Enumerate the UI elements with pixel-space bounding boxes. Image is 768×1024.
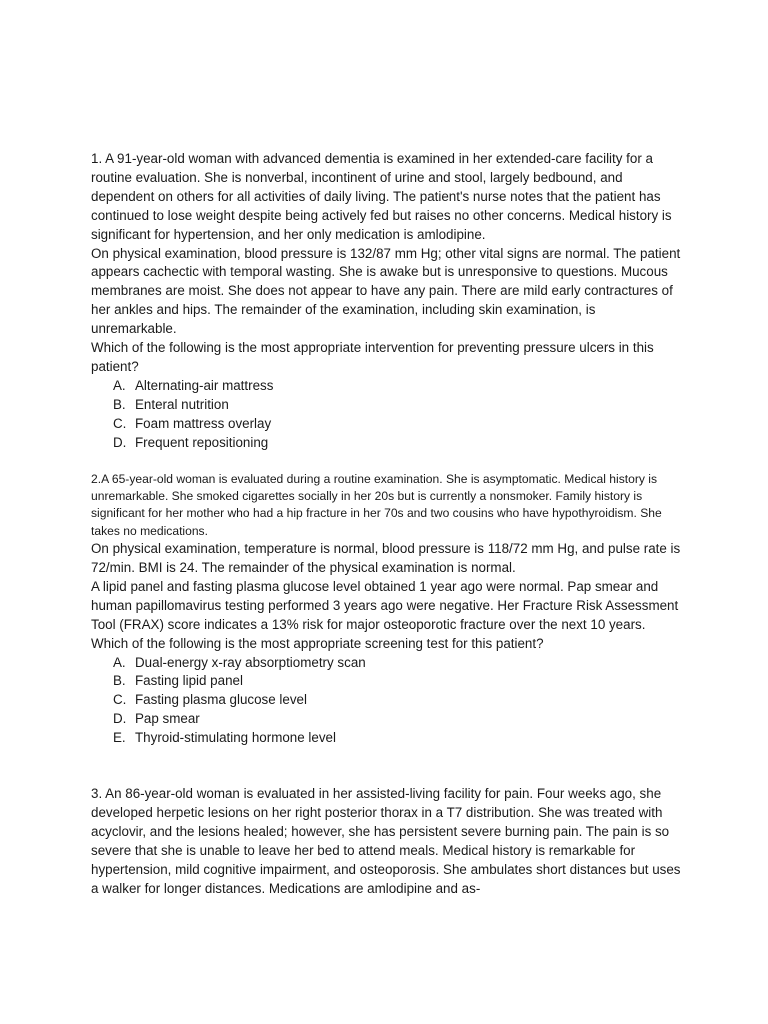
question-1-exam: On physical examination, blood pressure is 132/87 mm Hg; other vital signs are normal. The patient appears cachectic with temporal wasting. She is awake but is unresponsive to questions. Mucous membranes are moist. She does not appear to have any pain. There are mild early contractures of her ankles and hips. The remainder of the examination, including skin examination, is unremarkable. — [91, 245, 681, 337]
question-1-stem: 1. A 91-year-old woman with advanced dementia is examined in her extended-care facility for a routine evaluation. She is nonverbal, incontinent of urine and stool, largely bedbound, and dependent on others for all activities of daily living. The patient's nurse notes that the patient has continued to lose weight despite being actively fed but raises no other concerns. Medical history is significant for hypertension, and her only medication is amlodipine. — [91, 151, 672, 242]
question-2-option-a — [113, 654, 683, 673]
question-2-option-d — [113, 710, 683, 729]
question-2-exam: On physical examination, temperature is normal, blood pressure is 118/72 mm Hg, and pulse rate is 72/min. BMI is 24. The remainder of the physical examination is normal. — [91, 541, 681, 576]
question-2-stem: 2.A 65-year-old woman is evaluated during a routine examination. She is asymptomatic. Medical history is unremarkable. She smoked cigarettes socially in her 20s but is currently a nonsmoker. Family history is significant for her mother who had a hip fracture in her 70s and two cousins who have hypothyroidism. She takes no medications. — [91, 471, 662, 538]
option-letter: C. — [113, 415, 127, 431]
question-2-prompt: Which of the following is the most appropriate screening test for this patient? — [91, 635, 544, 651]
option-text: Foam mattress overlay — [135, 415, 272, 431]
question-1-option-a — [113, 377, 683, 396]
question-2-option-c — [113, 691, 683, 710]
question-2-history: A lipid panel and fasting plasma glucose level obtained 1 year ago were normal. Pap smear and human papillomavirus testing performed 3 years ago were negative. Her Fracture Risk Assessment Tool (FRAX) score indicates a 13% risk for major osteoporotic fracture over the next 10 years. — [91, 578, 679, 632]
question-1-prompt: Which of the following is the most appropriate intervention for preventing pressure ulcers in this patient? — [91, 340, 654, 374]
option-text: Fasting lipid panel — [135, 673, 243, 689]
option-letter: B. — [113, 673, 126, 689]
option-text: Fasting plasma glucose level — [135, 692, 307, 708]
option-text: Pap smear — [135, 711, 200, 727]
option-text: Frequent repositioning — [135, 434, 269, 450]
question-1-options — [91, 377, 683, 453]
document-body — [91, 150, 683, 899]
option-text: Enteral nutrition — [135, 396, 229, 412]
question-2 — [91, 471, 683, 749]
question-3-stem: 3. An 86-year-old woman is evaluated in her assisted-living facility for pain. Four weeks ago, she developed herpetic lesions on her right posterior thorax in a T7 distribution. She was treated with acyclovir, and the lesions healed; however, she has persistent severe burning pain. The pain is so severe that she is unable to leave her bed to attend meals. Medical history is remarkable for hypertension, mild cognitive impairment, and osteoporosis. She ambulates short distances but uses a walker for longer distances. Medications are amlodipine and as- — [91, 786, 681, 896]
question-2-options — [91, 654, 683, 749]
option-text: Alternating-air mattress — [135, 377, 274, 393]
question-2-option-e — [113, 729, 683, 748]
question-1-option-c — [113, 415, 683, 434]
question-1 — [91, 150, 683, 453]
option-letter: A. — [113, 377, 126, 393]
option-text: Dual-energy x-ray absorptiometry scan — [135, 654, 366, 670]
question-1-option-b — [113, 396, 683, 415]
option-letter: A. — [113, 654, 126, 670]
option-letter: C. — [113, 692, 127, 708]
option-letter: B. — [113, 396, 126, 412]
question-2-option-b — [113, 672, 683, 691]
option-letter: E. — [113, 730, 126, 746]
option-letter: D. — [113, 711, 127, 727]
option-letter: D. — [113, 434, 127, 450]
question-3 — [91, 785, 683, 898]
question-1-option-d — [113, 434, 683, 453]
option-text: Thyroid-stimulating hormone level — [135, 730, 336, 746]
